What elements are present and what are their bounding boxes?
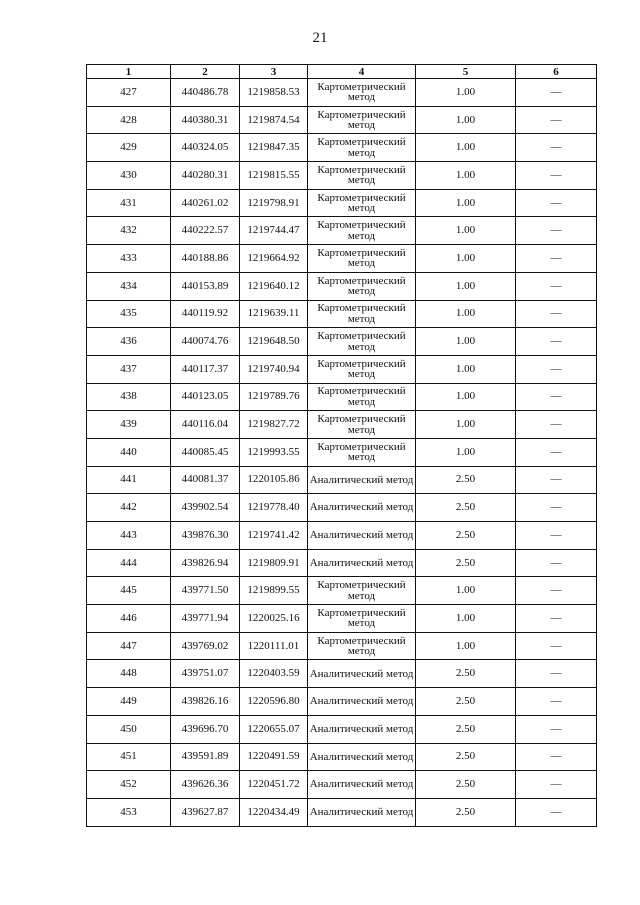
note-cell: — bbox=[516, 577, 597, 605]
y-coordinate-cell: 1219993.55 bbox=[240, 438, 308, 466]
point-number-cell: 438 bbox=[87, 383, 171, 411]
x-coordinate-cell: 440117.37 bbox=[171, 355, 240, 383]
accuracy-cell: 1.00 bbox=[416, 383, 516, 411]
method-cell: Картометрический метод bbox=[308, 300, 416, 328]
accuracy-cell: 1.00 bbox=[416, 577, 516, 605]
point-number-cell: 451 bbox=[87, 743, 171, 771]
column-header-5: 5 bbox=[416, 65, 516, 79]
table-row bbox=[87, 411, 597, 439]
method-cell: Аналитический метод bbox=[308, 798, 416, 826]
x-coordinate-cell: 440116.04 bbox=[171, 411, 240, 439]
x-coordinate-cell: 439902.54 bbox=[171, 494, 240, 522]
y-coordinate-cell: 1220025.16 bbox=[240, 605, 308, 633]
table-body bbox=[87, 79, 597, 827]
method-cell: Картометрический метод bbox=[308, 383, 416, 411]
note-cell: — bbox=[516, 771, 597, 799]
point-number-cell: 431 bbox=[87, 189, 171, 217]
table-row bbox=[87, 217, 597, 245]
note-cell: — bbox=[516, 632, 597, 660]
x-coordinate-cell: 440261.02 bbox=[171, 189, 240, 217]
point-number-cell: 445 bbox=[87, 577, 171, 605]
accuracy-cell: 2.50 bbox=[416, 715, 516, 743]
x-coordinate-cell: 440188.86 bbox=[171, 245, 240, 273]
y-coordinate-cell: 1219815.55 bbox=[240, 162, 308, 190]
note-cell: — bbox=[516, 743, 597, 771]
table-row bbox=[87, 79, 597, 107]
y-coordinate-cell: 1220655.07 bbox=[240, 715, 308, 743]
point-number-cell: 441 bbox=[87, 466, 171, 494]
accuracy-cell: 2.50 bbox=[416, 494, 516, 522]
y-coordinate-cell: 1219798.91 bbox=[240, 189, 308, 217]
table-row bbox=[87, 688, 597, 716]
accuracy-cell: 1.00 bbox=[416, 438, 516, 466]
point-number-cell: 435 bbox=[87, 300, 171, 328]
point-number-cell: 428 bbox=[87, 106, 171, 134]
note-cell: — bbox=[516, 660, 597, 688]
accuracy-cell: 1.00 bbox=[416, 355, 516, 383]
table-row bbox=[87, 300, 597, 328]
table-row bbox=[87, 605, 597, 633]
accuracy-cell: 1.00 bbox=[416, 300, 516, 328]
table-row bbox=[87, 743, 597, 771]
point-number-cell: 453 bbox=[87, 798, 171, 826]
x-coordinate-cell: 440074.76 bbox=[171, 328, 240, 356]
table-row bbox=[87, 522, 597, 550]
method-cell: Картометрический метод bbox=[308, 162, 416, 190]
accuracy-cell: 2.50 bbox=[416, 771, 516, 799]
y-coordinate-cell: 1220596.80 bbox=[240, 688, 308, 716]
table-row bbox=[87, 632, 597, 660]
table-row bbox=[87, 660, 597, 688]
note-cell: — bbox=[516, 688, 597, 716]
note-cell: — bbox=[516, 134, 597, 162]
x-coordinate-cell: 439627.87 bbox=[171, 798, 240, 826]
point-number-cell: 443 bbox=[87, 522, 171, 550]
method-cell: Картометрический метод bbox=[308, 328, 416, 356]
accuracy-cell: 2.50 bbox=[416, 688, 516, 716]
accuracy-cell: 1.00 bbox=[416, 217, 516, 245]
y-coordinate-cell: 1219809.91 bbox=[240, 549, 308, 577]
y-coordinate-cell: 1220111.01 bbox=[240, 632, 308, 660]
x-coordinate-cell: 439626.36 bbox=[171, 771, 240, 799]
accuracy-cell: 2.50 bbox=[416, 522, 516, 550]
table-row bbox=[87, 549, 597, 577]
table-row bbox=[87, 162, 597, 190]
point-number-cell: 437 bbox=[87, 355, 171, 383]
point-number-cell: 430 bbox=[87, 162, 171, 190]
note-cell: — bbox=[516, 189, 597, 217]
point-number-cell: 449 bbox=[87, 688, 171, 716]
y-coordinate-cell: 1219847.35 bbox=[240, 134, 308, 162]
table-row bbox=[87, 798, 597, 826]
note-cell: — bbox=[516, 245, 597, 273]
y-coordinate-cell: 1219741.42 bbox=[240, 522, 308, 550]
note-cell: — bbox=[516, 272, 597, 300]
y-coordinate-cell: 1219778.40 bbox=[240, 494, 308, 522]
x-coordinate-cell: 439769.02 bbox=[171, 632, 240, 660]
y-coordinate-cell: 1219858.53 bbox=[240, 79, 308, 107]
x-coordinate-cell: 440222.57 bbox=[171, 217, 240, 245]
point-number-cell: 436 bbox=[87, 328, 171, 356]
accuracy-cell: 1.00 bbox=[416, 79, 516, 107]
accuracy-cell: 2.50 bbox=[416, 743, 516, 771]
note-cell: — bbox=[516, 300, 597, 328]
table-row bbox=[87, 106, 597, 134]
column-header-4: 4 bbox=[308, 65, 416, 79]
point-number-cell: 442 bbox=[87, 494, 171, 522]
method-cell: Картометрический метод bbox=[308, 272, 416, 300]
y-coordinate-cell: 1219664.92 bbox=[240, 245, 308, 273]
accuracy-cell: 1.00 bbox=[416, 632, 516, 660]
y-coordinate-cell: 1219740.94 bbox=[240, 355, 308, 383]
y-coordinate-cell: 1219640.12 bbox=[240, 272, 308, 300]
x-coordinate-cell: 439771.50 bbox=[171, 577, 240, 605]
method-cell: Аналитический метод bbox=[308, 466, 416, 494]
y-coordinate-cell: 1219648.50 bbox=[240, 328, 308, 356]
note-cell: — bbox=[516, 383, 597, 411]
y-coordinate-cell: 1219874.54 bbox=[240, 106, 308, 134]
accuracy-cell: 2.50 bbox=[416, 798, 516, 826]
point-number-cell: 440 bbox=[87, 438, 171, 466]
y-coordinate-cell: 1219827.72 bbox=[240, 411, 308, 439]
method-cell: Аналитический метод bbox=[308, 688, 416, 716]
note-cell: — bbox=[516, 355, 597, 383]
x-coordinate-cell: 440153.89 bbox=[171, 272, 240, 300]
table-row bbox=[87, 771, 597, 799]
method-cell: Аналитический метод bbox=[308, 660, 416, 688]
x-coordinate-cell: 439591.89 bbox=[171, 743, 240, 771]
accuracy-cell: 1.00 bbox=[416, 106, 516, 134]
point-number-cell: 433 bbox=[87, 245, 171, 273]
note-cell: — bbox=[516, 411, 597, 439]
point-number-cell: 448 bbox=[87, 660, 171, 688]
column-header-3: 3 bbox=[240, 65, 308, 79]
point-number-cell: 439 bbox=[87, 411, 171, 439]
page-number: 21 bbox=[312, 30, 328, 46]
method-cell: Картометрический метод bbox=[308, 189, 416, 217]
accuracy-cell: 1.00 bbox=[416, 605, 516, 633]
method-cell: Картометрический метод bbox=[308, 217, 416, 245]
note-cell: — bbox=[516, 494, 597, 522]
method-cell: Аналитический метод bbox=[308, 549, 416, 577]
x-coordinate-cell: 439751.07 bbox=[171, 660, 240, 688]
method-cell: Аналитический метод bbox=[308, 743, 416, 771]
table-row bbox=[87, 134, 597, 162]
y-coordinate-cell: 1220105.86 bbox=[240, 466, 308, 494]
table-row bbox=[87, 328, 597, 356]
accuracy-cell: 1.00 bbox=[416, 411, 516, 439]
x-coordinate-cell: 440380.31 bbox=[171, 106, 240, 134]
x-coordinate-cell: 439826.16 bbox=[171, 688, 240, 716]
y-coordinate-cell: 1219789.76 bbox=[240, 383, 308, 411]
x-coordinate-cell: 440280.31 bbox=[171, 162, 240, 190]
point-number-cell: 452 bbox=[87, 771, 171, 799]
y-coordinate-cell: 1219744.47 bbox=[240, 217, 308, 245]
y-coordinate-cell: 1220403.59 bbox=[240, 660, 308, 688]
method-cell: Картометрический метод bbox=[308, 411, 416, 439]
accuracy-cell: 1.00 bbox=[416, 328, 516, 356]
table-row bbox=[87, 355, 597, 383]
table-row bbox=[87, 272, 597, 300]
point-number-cell: 447 bbox=[87, 632, 171, 660]
x-coordinate-cell: 439696.70 bbox=[171, 715, 240, 743]
x-coordinate-cell: 440081.37 bbox=[171, 466, 240, 494]
method-cell: Аналитический метод bbox=[308, 522, 416, 550]
table-header-row bbox=[87, 65, 597, 79]
table-row bbox=[87, 577, 597, 605]
note-cell: — bbox=[516, 217, 597, 245]
table-row bbox=[87, 494, 597, 522]
accuracy-cell: 2.50 bbox=[416, 549, 516, 577]
method-cell: Картометрический метод bbox=[308, 632, 416, 660]
method-cell: Картометрический метод bbox=[308, 106, 416, 134]
method-cell: Картометрический метод bbox=[308, 438, 416, 466]
x-coordinate-cell: 439826.94 bbox=[171, 549, 240, 577]
note-cell: — bbox=[516, 715, 597, 743]
point-number-cell: 427 bbox=[87, 79, 171, 107]
method-cell: Картометрический метод bbox=[308, 245, 416, 273]
point-number-cell: 446 bbox=[87, 605, 171, 633]
note-cell: — bbox=[516, 605, 597, 633]
point-number-cell: 444 bbox=[87, 549, 171, 577]
x-coordinate-cell: 439876.30 bbox=[171, 522, 240, 550]
note-cell: — bbox=[516, 106, 597, 134]
accuracy-cell: 1.00 bbox=[416, 162, 516, 190]
accuracy-cell: 1.00 bbox=[416, 134, 516, 162]
x-coordinate-cell: 440085.45 bbox=[171, 438, 240, 466]
method-cell: Картометрический метод bbox=[308, 79, 416, 107]
note-cell: — bbox=[516, 438, 597, 466]
x-coordinate-cell: 439771.94 bbox=[171, 605, 240, 633]
accuracy-cell: 1.00 bbox=[416, 189, 516, 217]
column-header-6: 6 bbox=[516, 65, 597, 79]
coordinates-table bbox=[86, 64, 597, 827]
accuracy-cell: 2.50 bbox=[416, 466, 516, 494]
y-coordinate-cell: 1220491.59 bbox=[240, 743, 308, 771]
table-row bbox=[87, 466, 597, 494]
note-cell: — bbox=[516, 466, 597, 494]
x-coordinate-cell: 440123.05 bbox=[171, 383, 240, 411]
note-cell: — bbox=[516, 162, 597, 190]
table-row bbox=[87, 383, 597, 411]
point-number-cell: 450 bbox=[87, 715, 171, 743]
point-number-cell: 434 bbox=[87, 272, 171, 300]
method-cell: Картометрический метод bbox=[308, 134, 416, 162]
table-row bbox=[87, 438, 597, 466]
table-row bbox=[87, 715, 597, 743]
y-coordinate-cell: 1220451.72 bbox=[240, 771, 308, 799]
method-cell: Аналитический метод bbox=[308, 715, 416, 743]
x-coordinate-cell: 440486.78 bbox=[171, 79, 240, 107]
x-coordinate-cell: 440119.92 bbox=[171, 300, 240, 328]
note-cell: — bbox=[516, 522, 597, 550]
table-row bbox=[87, 189, 597, 217]
x-coordinate-cell: 440324.05 bbox=[171, 134, 240, 162]
method-cell: Аналитический метод bbox=[308, 494, 416, 522]
column-header-1: 1 bbox=[87, 65, 171, 79]
column-header-2: 2 bbox=[171, 65, 240, 79]
table-row bbox=[87, 245, 597, 273]
y-coordinate-cell: 1220434.49 bbox=[240, 798, 308, 826]
accuracy-cell: 2.50 bbox=[416, 660, 516, 688]
method-cell: Картометрический метод bbox=[308, 605, 416, 633]
method-cell: Картометрический метод bbox=[308, 577, 416, 605]
method-cell: Картометрический метод bbox=[308, 355, 416, 383]
accuracy-cell: 1.00 bbox=[416, 245, 516, 273]
y-coordinate-cell: 1219639.11 bbox=[240, 300, 308, 328]
method-cell: Аналитический метод bbox=[308, 771, 416, 799]
y-coordinate-cell: 1219899.55 bbox=[240, 577, 308, 605]
note-cell: — bbox=[516, 798, 597, 826]
note-cell: — bbox=[516, 328, 597, 356]
note-cell: — bbox=[516, 549, 597, 577]
accuracy-cell: 1.00 bbox=[416, 272, 516, 300]
note-cell: — bbox=[516, 79, 597, 107]
point-number-cell: 432 bbox=[87, 217, 171, 245]
point-number-cell: 429 bbox=[87, 134, 171, 162]
